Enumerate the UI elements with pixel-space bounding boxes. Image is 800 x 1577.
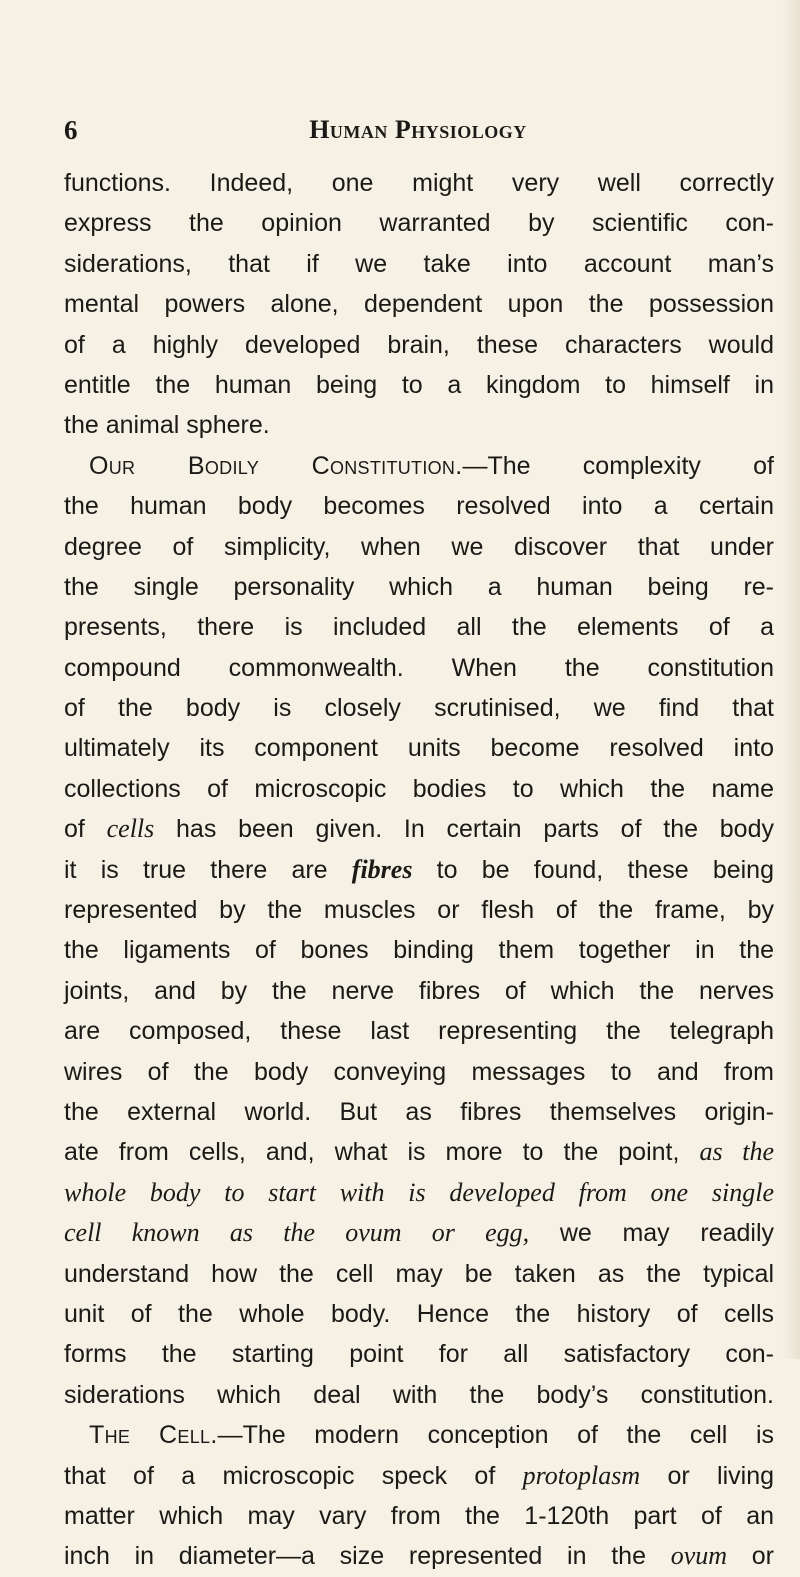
text-line [64,850,774,890]
text-span: ate from cells, and, what is more to the point, [64,1138,700,1167]
text-line [64,809,774,849]
text-line: represented by the muscles or flesh of the frame, by [64,896,774,925]
text-span: —The complexity of [462,451,774,480]
text-line [64,1456,774,1496]
text-line: the ligaments of bones binding them together in the [64,936,774,965]
text-span: of [64,815,107,844]
text-span: we may readily [529,1219,774,1248]
text-line: degree of simplicity, when we discover that under [64,532,774,561]
text-span: or [727,1542,774,1571]
page-number: 6 [64,115,78,145]
text-line: joints, and by the nerve fibres of which the nerves [64,976,774,1005]
text-line [64,1536,774,1576]
running-head [64,110,772,150]
text-span: has been given. In certain parts of the body [154,815,774,844]
italic-term: fibres [351,854,413,884]
text-line: the animal sphere. [64,411,270,440]
text-line: are composed, these last representing the telegraph [64,1017,774,1046]
text-line: unit of the whole body. Hence the history of cells [64,1299,774,1328]
text-line: ultimately its component units become resolved into [64,734,774,763]
text-line: the single personality which a human being re- [64,572,774,601]
text-line [64,1173,774,1213]
section-heading: The Cell. [89,1421,218,1450]
text-line: functions. Indeed, one might very well correctly [64,169,774,197]
text-span: or living [640,1461,775,1490]
text-line: entitle the human being to a kingdom to himself in [64,370,774,399]
text-line [64,1132,774,1172]
text-line: compound commonwealth. When the constitution [64,653,774,682]
text-span: it is true there are [64,855,352,884]
text-line: forms the starting point for all satisfactory con- [64,1340,774,1369]
italic-term: protoplasm [522,1460,641,1490]
text-span: to be found, these being [412,855,774,884]
italic-phrase: whole body to start with is developed from one single [64,1177,774,1207]
text-line: wires of the body conveying messages to and from [64,1057,774,1086]
text-span: —The modern conception of the cell is [217,1421,774,1450]
text-line: siderations, that if we take into account man’s [64,249,774,278]
italic-phrase: as the [699,1137,774,1167]
text-line [64,446,774,486]
text-span: that of a microscopic speck of [64,1461,523,1490]
italic-term: ovum [670,1541,728,1571]
text-line: understand how the cell may be taken as the typical [64,1259,774,1288]
text-line: express the opinion warranted by scientific con- [64,209,774,238]
section-heading: Our Bodily Constitution. [89,451,463,480]
running-title: Human Physiology [309,115,527,144]
text-line: of the body is closely scrutinised, we find that [64,694,774,723]
text-line: presents, there is included all the elements of a [64,613,774,642]
text-line: the external world. But as fibres themselves origin- [64,1097,774,1126]
text-line: collections of microscopic bodies to which the name [64,774,774,803]
text-line: mental powers alone, dependent upon the possession [64,290,774,319]
italic-term: cells [106,814,155,844]
body-text [64,163,774,1577]
text-line: the human body becomes resolved into a certain [64,492,774,521]
text-span: inch in diameter—a size represented in the [64,1542,671,1571]
text-line: of a highly developed brain, these characters would [64,330,774,359]
text-line [64,1415,774,1455]
text-line [64,1213,774,1253]
italic-phrase: cell known as the ovum or egg, [64,1218,530,1248]
text-line: siderations which deal with the body’s constitution. [64,1380,774,1409]
page-edge-shadow [782,0,800,1359]
text-line: matter which may vary from the 1-120th part of an [64,1501,774,1530]
